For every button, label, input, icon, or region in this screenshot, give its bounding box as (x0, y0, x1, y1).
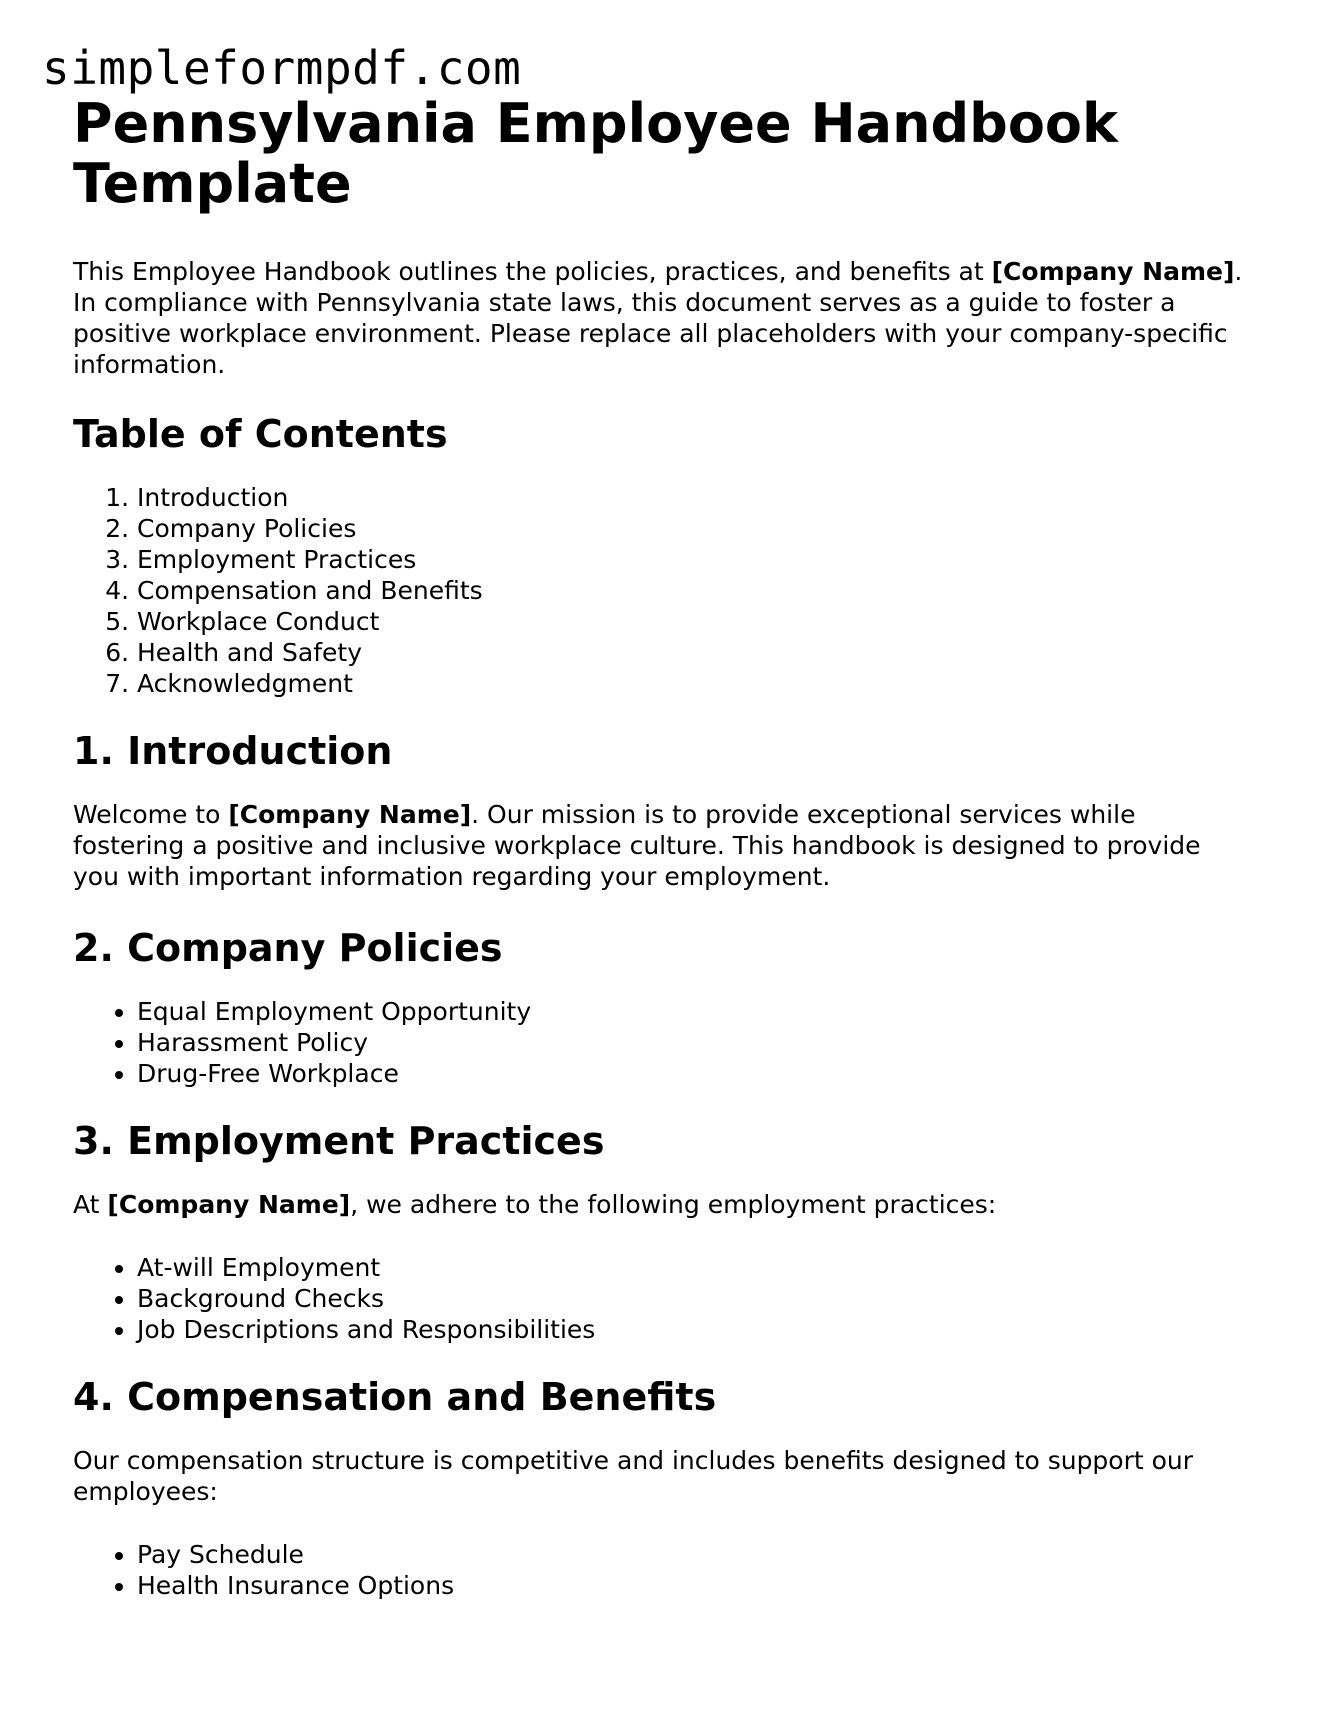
practices-list (73, 1252, 1253, 1345)
intro-text-after: . In compliance with Pennsylvania state laws, this document serves as a guide to foster a positive workplace environment. Please replace all placeholders with your company-specific information. (73, 257, 1243, 379)
list-item: • Health Insurance Options (137, 1570, 1253, 1601)
toc-item-health-safety: 6. Health and Safety (137, 637, 1253, 668)
document-title: Pennsylvania Employee Handbook Template (73, 92, 1118, 215)
toc-item-employment-practices: 3. Employment Practices (137, 544, 1253, 575)
compensation-paragraph: Our compensation structure is competitive and includes benefits designed to support our employees: (73, 1446, 1194, 1506)
company-name-placeholder: [Company Name] (107, 1190, 351, 1219)
list-item: • At-will Employment (137, 1252, 1253, 1283)
practices-heading: 3. Employment Practices (73, 1119, 605, 1163)
document-body (73, 94, 1253, 1631)
list-item: • Background Checks (137, 1283, 1253, 1314)
practices-paragraph (73, 1189, 1253, 1220)
company-name-placeholder: [Company Name] (991, 257, 1235, 286)
toc-item-compensation-benefits: 4. Compensation and Benefits (137, 575, 1253, 606)
introduction-paragraph (73, 799, 1253, 892)
intro-paragraph (73, 256, 1253, 380)
toc-list (73, 482, 1253, 699)
intro-text-before: This Employee Handbook outlines the policies, practices, and benefits at (73, 257, 992, 286)
practices-text-after: , we adhere to the following employment practices: (350, 1190, 997, 1219)
list-item: • Harassment Policy (137, 1027, 1253, 1058)
toc-heading: Table of Contents (73, 412, 448, 456)
toc-item-introduction: 1. Introduction (137, 482, 1253, 513)
compensation-heading: 4. Compensation and Benefits (73, 1375, 717, 1419)
site-watermark: simpleformpdf.com (42, 41, 522, 95)
list-item: • Equal Employment Opportunity (137, 996, 1253, 1027)
policies-heading: 2. Company Policies (73, 926, 503, 970)
list-item: • Pay Schedule (137, 1539, 1253, 1570)
policies-list (73, 996, 1253, 1089)
compensation-list (73, 1539, 1253, 1601)
list-item: • Drug-Free Workplace (137, 1058, 1253, 1089)
introduction-text-before: Welcome to (73, 800, 229, 829)
introduction-heading: 1. Introduction (73, 729, 393, 773)
company-name-placeholder: [Company Name] (228, 800, 472, 829)
toc-item-company-policies: 2. Company Policies (137, 513, 1253, 544)
introduction-text-after: . Our mission is to provide exceptional services while fostering a positive and inclusive workplace culture. This handbook is designed to provide you with important information regarding your employment. (73, 800, 1201, 891)
toc-item-acknowledgment: 7. Acknowledgment (137, 668, 1253, 699)
list-item: • Job Descriptions and Responsibilities (137, 1314, 1253, 1345)
toc-item-workplace-conduct: 5. Workplace Conduct (137, 606, 1253, 637)
practices-text-before: At (73, 1190, 108, 1219)
